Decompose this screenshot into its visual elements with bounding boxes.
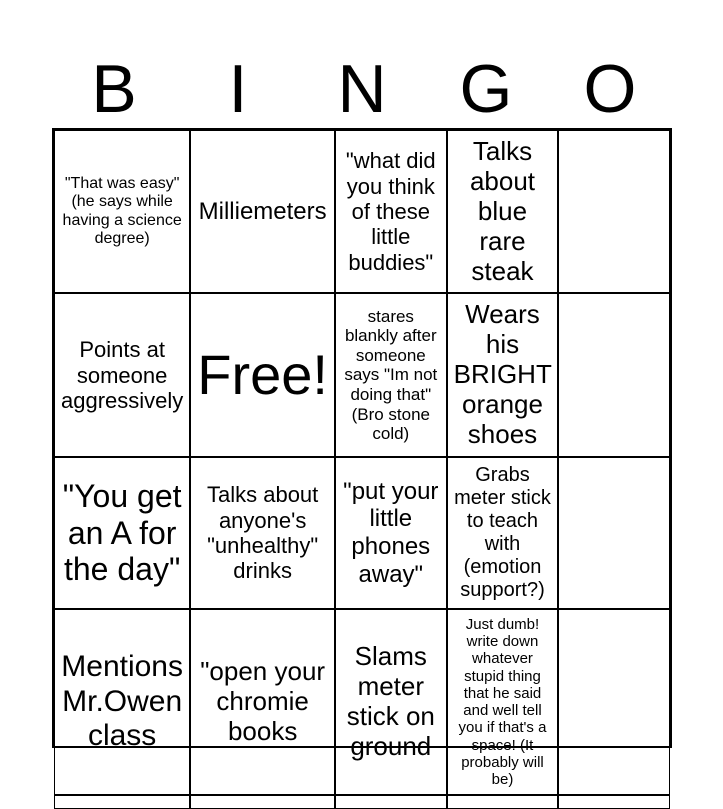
- bingo-cell[interactable]: Grabs meter stick to teach with (emotion support?): [447, 457, 559, 609]
- bingo-cell[interactable]: "put your little phones away": [335, 457, 447, 609]
- bingo-cell[interactable]: [558, 795, 670, 809]
- bingo-cell[interactable]: Wears his BRIGHT orange shoes: [447, 293, 559, 456]
- free-space-cell[interactable]: Free!: [190, 293, 335, 456]
- bingo-cell[interactable]: Talks about anyone's "unhealthy" drinks: [190, 457, 335, 609]
- title-letter-i: I: [228, 51, 248, 127]
- title-letter-n: N: [337, 51, 387, 127]
- bingo-cell[interactable]: Milliemeters: [190, 130, 335, 293]
- bingo-cell[interactable]: [190, 795, 335, 809]
- bingo-board: [52, 128, 672, 789]
- bingo-cell[interactable]: [335, 795, 447, 809]
- bingo-cell[interactable]: [558, 130, 670, 293]
- title-letter-g: G: [459, 51, 513, 127]
- title-letter-o: O: [583, 51, 637, 127]
- title-letter-b: B: [91, 51, 137, 127]
- bingo-cell[interactable]: Slams meter stick on ground: [335, 609, 447, 796]
- bingo-cell[interactable]: [54, 795, 190, 809]
- bingo-cell[interactable]: "open your chromie books: [190, 609, 335, 796]
- bingo-cell[interactable]: Just dumb! write down whatever stupid thing that he said and well tell you if that's a space! (It probably will be): [447, 609, 559, 796]
- bingo-cell[interactable]: [558, 457, 670, 609]
- bingo-cell[interactable]: Mentions Mr.Owen class: [54, 609, 190, 796]
- bingo-cell[interactable]: [558, 609, 670, 796]
- bingo-cell[interactable]: "That was easy"(he says while having a science degree): [54, 130, 190, 293]
- bingo-cell[interactable]: Points at someone aggressively: [54, 293, 190, 456]
- bingo-cell[interactable]: [447, 795, 559, 809]
- bingo-title: [52, 50, 672, 128]
- bingo-cell[interactable]: stares blankly after someone says "Im not doing that" (Bro stone cold): [335, 293, 447, 456]
- bingo-cell[interactable]: Talks about blue rare steak: [447, 130, 559, 293]
- bingo-cell[interactable]: [558, 293, 670, 456]
- bingo-cell[interactable]: "what did you think of these little buddies": [335, 130, 447, 293]
- bingo-cell[interactable]: "You get an A for the day": [54, 457, 190, 609]
